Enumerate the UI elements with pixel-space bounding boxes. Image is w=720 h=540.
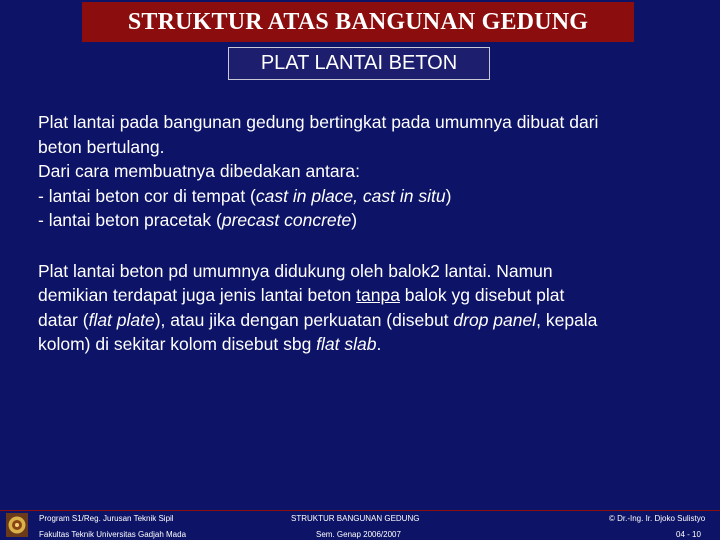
university-logo-icon (6, 513, 28, 537)
underlined-term: tanpa (356, 285, 400, 305)
footer-semester: Sem. Genap 2006/2007 (316, 530, 401, 539)
italic-term: cast in place, cast in situ (255, 185, 446, 206)
body-line: Plat lantai beton pd umumnya didukung oleh balok2 lantai. Namun (38, 260, 553, 281)
footer-divider (0, 510, 720, 511)
slide-body (38, 110, 698, 357)
body-line: Dari cara membuatnya dibedakan antara: (38, 161, 360, 181)
body-line: Plat lantai pada bangunan gedung bertingkat pada umumnya dibuat dari (38, 112, 599, 132)
italic-term: flat slab (316, 334, 377, 354)
footer-faculty: Fakultas Teknik Universitas Gadjah Mada (39, 530, 187, 539)
italic-term: flat plate (88, 309, 155, 330)
italic-term: precast concrete (221, 210, 352, 230)
body-line: datar (flat plate), atau jika dengan perkuatan (disebut drop panel, kepala (38, 309, 598, 330)
body-line: - lantai beton cor di tempat (cast in place, cast in situ) (38, 185, 452, 206)
body-line: beton bertulang. (38, 136, 165, 157)
body-line: - lantai beton pracetak (precast concrete) (38, 210, 358, 230)
footer-program: Program S1/Reg. Jurusan Teknik Sipil (39, 514, 174, 523)
paragraph-gap (38, 233, 698, 259)
footer-author: © Dr.-Ing. Ir. Djoko Sulistyo (609, 514, 706, 523)
page-number: 04 - 10 (676, 530, 701, 539)
body-line: demikian terdapat juga jenis lantai beton tanpa balok yg disebut plat (38, 285, 565, 305)
footer-course: STRUKTUR BANGUNAN GEDUNG (291, 514, 420, 523)
body-line: kolom) di sekitar kolom disebut sbg flat slab. (38, 334, 382, 354)
italic-term: drop panel (453, 309, 537, 330)
slide-subtitle: PLAT LANTAI BETON (228, 47, 490, 80)
slide-title: STRUKTUR ATAS BANGUNAN GEDUNG (82, 2, 634, 42)
